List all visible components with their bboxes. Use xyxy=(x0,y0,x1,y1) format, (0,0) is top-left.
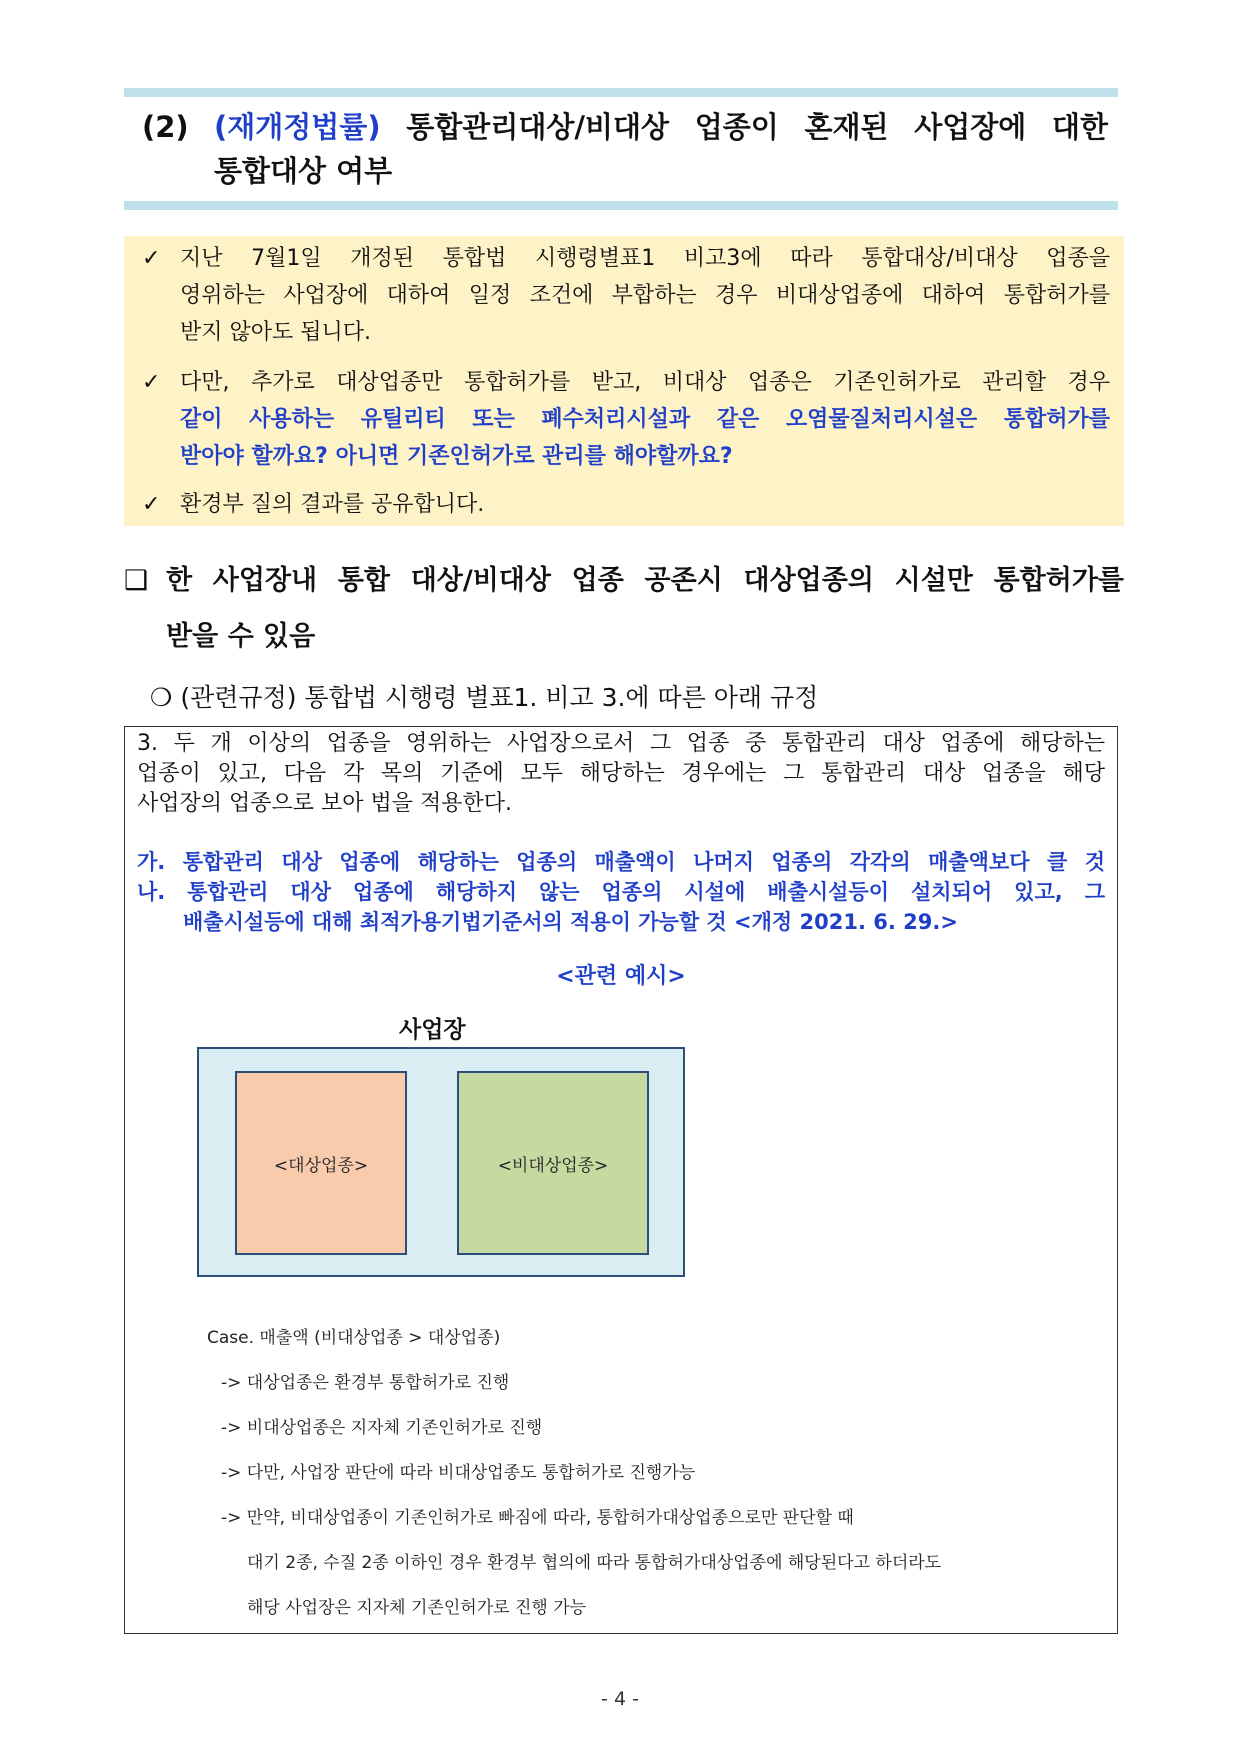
note-text: 받지 않아도 됩니다. xyxy=(180,320,371,345)
summary-heading-text: 받을 수 있음 xyxy=(166,621,316,652)
section-title-line-1 xyxy=(124,105,1118,149)
workplace-diagram xyxy=(197,1047,685,1277)
check-icon: ✓ xyxy=(142,246,161,271)
notice-box xyxy=(124,236,1124,526)
regulation-criteria xyxy=(137,847,1105,937)
case-item: -> 비대상업종은 지자체 기존인허가로 진행 xyxy=(221,1418,543,1438)
page-number: - 4 - xyxy=(601,1688,639,1710)
note-text: 지난 7월1일 개정된 통합법 시행령별표1 비고3에 따라 통합대상/비대상 업종을 xyxy=(180,246,1110,271)
diagram-label: 사업장 xyxy=(399,1017,466,1043)
nontarget-industry-box: <비대상업종> xyxy=(457,1071,649,1255)
case-item: -> 대상업종은 환경부 통합허가로 진행 xyxy=(221,1373,510,1393)
note-text: 다만, 추가로 대상업종만 통합허가를 받고, 비대상 업종은 기존인허가로 관리할 경우 xyxy=(180,370,1110,395)
check-icon: ✓ xyxy=(142,370,161,395)
regulation-line: 업종이 있고, 다음 각 목의 기준에 모두 해당하는 경우에는 그 통합관리 대상 업종을 해당 xyxy=(137,761,1105,786)
section-title-box xyxy=(124,88,1118,210)
regulation-line: 사업장의 업종으로 보아 법을 적용한다. xyxy=(137,791,512,816)
title-highlight: (재개정법률) xyxy=(214,110,381,144)
title-text: 통합관리대상/비대상 업종이 혼재된 사업장에 대한 xyxy=(406,110,1108,144)
related-regulation-text: (관련규정) 통합법 시행령 별표1. 비고 3.에 따른 아래 규정 xyxy=(180,683,819,712)
note-emphasis: 같이 사용하는 유틸리티 또는 폐수처리시설과 같은 오염물질처리시설은 통합허가를 xyxy=(180,407,1110,432)
note-emphasis: 받아야 할까요? 아니면 기존인허가로 관리를 해야할까요? xyxy=(180,444,733,469)
regulation-box xyxy=(124,726,1118,1634)
note-text: 영위하는 사업장에 대하여 일정 조건에 부합하는 경우 비대상업종에 대하여 통합허가를 xyxy=(180,283,1110,308)
case-item: -> 만약, 비대상업종이 기존인허가로 빠짐에 따라, 통합허가대상업종으로만 판단할 때 xyxy=(221,1508,854,1528)
case-item: -> 다만, 사업장 판단에 따라 비대상업종도 통합허가로 진행가능 xyxy=(221,1463,696,1483)
title-text-2: 통합대상 여부 xyxy=(214,154,393,188)
summary-heading-text: 한 사업장내 통합 대상/비대상 업종 공존시 대상업종의 시설만 통합허가를 xyxy=(166,565,1124,596)
target-industry-box: <대상업종> xyxy=(235,1071,407,1255)
note-item-2 xyxy=(142,364,1110,475)
section-title-line-2 xyxy=(124,149,1118,193)
case-item-continued: 해당 사업장은 지자체 기존인허가로 진행 가능 xyxy=(247,1598,587,1618)
criterion-ga: 가. 통합관리 대상 업종에 해당하는 업종의 매출액이 나머지 업종의 각각의 매출액보다 클 것 xyxy=(137,850,1105,874)
criterion-na: 나. 통합관리 대상 업종에 해당하지 않는 업종의 시설에 배출시설등이 설치되어 있고, 그 xyxy=(137,880,1105,904)
note-item-3 xyxy=(142,486,1110,523)
regulation-text xyxy=(137,729,1105,819)
case-item-continued: 대기 2종, 수질 2종 이하인 경우 환경부 협의에 따라 통합허가대상업종에 해당된다고 하더라도 xyxy=(247,1553,942,1573)
note-text: 환경부 질의 결과를 공유합니다. xyxy=(180,492,485,517)
criterion-na-continued: 배출시설등에 대해 최적가용기법기준서의 적용이 가능할 것 <개정 2021. 6. 29.> xyxy=(183,910,958,934)
circle-bullet-icon: ❍ xyxy=(150,683,173,712)
example-title: <관련 예시> xyxy=(556,964,686,989)
note-item-1 xyxy=(142,240,1110,351)
case-title: Case. 매출액 (비대상업종 > 대상업종) xyxy=(207,1328,501,1348)
section-number: (2) xyxy=(142,110,189,144)
check-icon: ✓ xyxy=(142,492,161,517)
regulation-line: 3. 두 개 이상의 업종을 영위하는 사업장으로서 그 업종 중 통합관리 대상 업종에 해당하는 xyxy=(137,731,1105,756)
square-bullet-icon: ❑ xyxy=(124,565,149,596)
related-regulation-line xyxy=(150,680,818,716)
summary-heading xyxy=(124,553,1124,665)
